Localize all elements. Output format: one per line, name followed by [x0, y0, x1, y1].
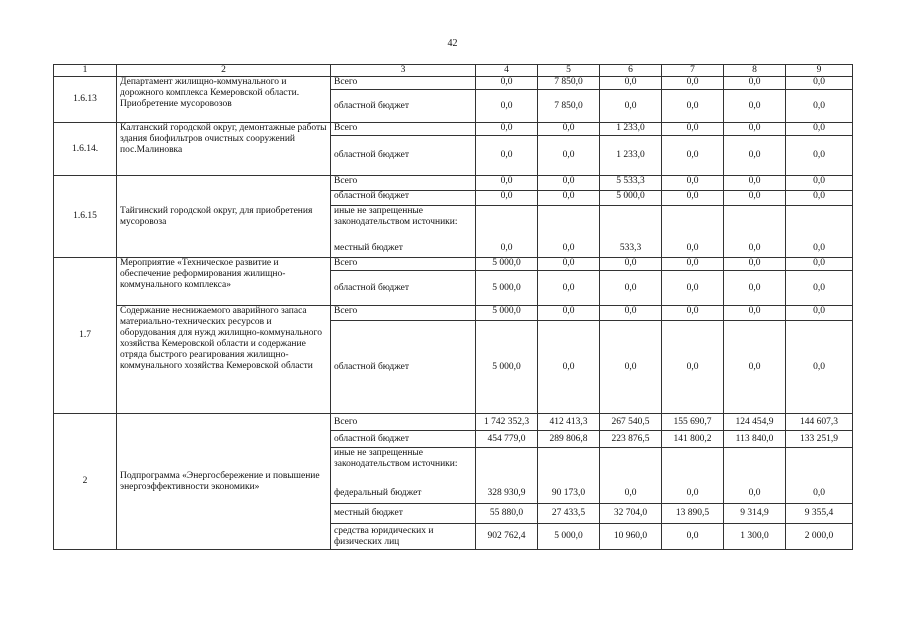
cell-value: 0,0 [662, 136, 724, 176]
cell-value: 133 251,9 [786, 431, 853, 448]
cell-value: 0,0 [786, 176, 853, 191]
cell-value: 0,0 [600, 90, 662, 123]
cell-value: 0,0 [724, 306, 786, 321]
cell-value: 9 355,4 [786, 504, 853, 524]
funding-source: иные не запрещенные законодательством источники: [331, 206, 476, 240]
cell-value [786, 448, 853, 484]
cell-value [538, 448, 600, 484]
funding-source: Всего [331, 176, 476, 191]
row-code: 2 [54, 414, 117, 550]
funding-source: местный бюджет [331, 240, 476, 258]
row-name: Департамент жилищно-коммунального и дорожного комплекса Кемеровской области. Приобретение мусоровозов [117, 77, 331, 123]
cell-value: 0,0 [786, 90, 853, 123]
funding-source: Всего [331, 414, 476, 431]
cell-value: 0,0 [662, 77, 724, 90]
cell-value: 1 233,0 [600, 136, 662, 176]
cell-value: 0,0 [538, 191, 600, 206]
cell-value: 0,0 [786, 77, 853, 90]
funding-source: иные не запрещенные законодательством источники: [331, 448, 476, 484]
cell-value: 27 433,5 [538, 504, 600, 524]
row-code: 1.6.15 [54, 176, 117, 258]
cell-value: 0,0 [476, 136, 538, 176]
cell-value: 328 930,9 [476, 484, 538, 504]
cell-value: 0,0 [724, 123, 786, 136]
cell-value: 5 000,0 [476, 258, 538, 271]
cell-value: 0,0 [476, 90, 538, 123]
cell-value: 13 890,5 [662, 504, 724, 524]
cell-value: 0,0 [538, 258, 600, 271]
cell-value: 5 000,0 [538, 524, 600, 550]
cell-value: 0,0 [786, 258, 853, 271]
cell-value: 0,0 [724, 271, 786, 306]
budget-table [53, 64, 853, 550]
column-header: 3 [331, 65, 476, 77]
cell-value: 2 000,0 [786, 524, 853, 550]
column-header: 5 [538, 65, 600, 77]
cell-value: 1 742 352,3 [476, 414, 538, 431]
cell-value [600, 448, 662, 484]
cell-value [600, 206, 662, 240]
cell-value: 0,0 [724, 191, 786, 206]
cell-value: 0,0 [786, 306, 853, 321]
cell-value: 289 806,8 [538, 431, 600, 448]
cell-value: 0,0 [724, 321, 786, 414]
cell-value: 0,0 [538, 306, 600, 321]
cell-value: 0,0 [662, 271, 724, 306]
column-header: 6 [600, 65, 662, 77]
column-header: 9 [786, 65, 853, 77]
funding-source: местный бюджет [331, 504, 476, 524]
cell-value: 0,0 [538, 240, 600, 258]
cell-value [476, 448, 538, 484]
cell-value: 0,0 [600, 321, 662, 414]
cell-value: 0,0 [600, 77, 662, 90]
cell-value: 1 233,0 [600, 123, 662, 136]
cell-value: 0,0 [724, 136, 786, 176]
cell-value: 5 000,0 [600, 191, 662, 206]
cell-value [476, 206, 538, 240]
cell-value: 0,0 [724, 258, 786, 271]
column-header: 4 [476, 65, 538, 77]
cell-value: 0,0 [786, 484, 853, 504]
page-number: 42 [447, 38, 458, 49]
cell-value: 0,0 [662, 90, 724, 123]
funding-source: областной бюджет [331, 136, 476, 176]
cell-value: 0,0 [786, 321, 853, 414]
row-code: 1.7 [54, 258, 117, 414]
funding-source: областной бюджет [331, 191, 476, 206]
funding-source: Всего [331, 306, 476, 321]
cell-value [724, 206, 786, 240]
cell-value: 1 300,0 [724, 524, 786, 550]
row-name: Тайгинский городской округ, для приобретения мусоровоза [117, 176, 331, 258]
table-row [54, 123, 853, 136]
cell-value: 0,0 [476, 191, 538, 206]
cell-value: 0,0 [724, 484, 786, 504]
column-header: 8 [724, 65, 786, 77]
cell-value: 533,3 [600, 240, 662, 258]
cell-value: 0,0 [724, 240, 786, 258]
row-name: Содержание неснижаемого аварийного запаса материально-технических ресурсов и оборудования для нужд жилищно-коммунального хозяйства Кемеровской области и содержание отряда быстрого реагирования жилищно-коммунального хозяйства Кемеровской области [117, 306, 331, 414]
cell-value: 144 607,3 [786, 414, 853, 431]
cell-value: 0,0 [786, 191, 853, 206]
table-row [54, 258, 853, 271]
cell-value: 223 876,5 [600, 431, 662, 448]
funding-source: областной бюджет [331, 431, 476, 448]
cell-value: 0,0 [662, 484, 724, 504]
cell-value: 113 840,0 [724, 431, 786, 448]
cell-value: 90 173,0 [538, 484, 600, 504]
row-name: Калтанский городской округ, демонтажные работы здания биофильтров очистных сооружений пос.Малиновка [117, 123, 331, 176]
cell-value: 0,0 [538, 176, 600, 191]
cell-value: 7 850,0 [538, 90, 600, 123]
cell-value: 141 800,2 [662, 431, 724, 448]
cell-value: 0,0 [538, 136, 600, 176]
cell-value [786, 206, 853, 240]
cell-value: 7 850,0 [538, 77, 600, 90]
cell-value: 32 704,0 [600, 504, 662, 524]
column-header: 2 [117, 65, 331, 77]
cell-value: 0,0 [600, 258, 662, 271]
cell-value: 55 880,0 [476, 504, 538, 524]
funding-source: средства юридических и физических лиц [331, 524, 476, 550]
cell-value: 0,0 [600, 484, 662, 504]
cell-value: 124 454,9 [724, 414, 786, 431]
cell-value [662, 206, 724, 240]
table-row [54, 77, 853, 90]
cell-value: 9 314,9 [724, 504, 786, 524]
cell-value: 0,0 [786, 123, 853, 136]
cell-value [538, 206, 600, 240]
cell-value: 0,0 [662, 123, 724, 136]
cell-value: 0,0 [476, 77, 538, 90]
cell-value: 0,0 [662, 306, 724, 321]
cell-value: 0,0 [786, 136, 853, 176]
cell-value [662, 448, 724, 484]
cell-value: 0,0 [476, 240, 538, 258]
cell-value: 0,0 [662, 321, 724, 414]
cell-value: 0,0 [662, 191, 724, 206]
cell-value: 902 762,4 [476, 524, 538, 550]
cell-value [724, 448, 786, 484]
cell-value: 0,0 [538, 271, 600, 306]
funding-source: областной бюджет [331, 321, 476, 414]
cell-value: 0,0 [600, 271, 662, 306]
funding-source: Всего [331, 77, 476, 90]
row-name: Мероприятие «Техническое развитие и обеспечение реформирования жилищно-коммунального комплекса» [117, 258, 331, 306]
funding-source: областной бюджет [331, 271, 476, 306]
funding-source: Всего [331, 123, 476, 136]
funding-source: областной бюджет [331, 90, 476, 123]
cell-value: 0,0 [476, 176, 538, 191]
cell-value: 0,0 [600, 306, 662, 321]
table-row [54, 414, 853, 431]
cell-value: 10 960,0 [600, 524, 662, 550]
header-row [54, 65, 853, 77]
row-name: Подпрограмма «Энергосбережение и повышение энергоэффективности экономики» [117, 414, 331, 550]
cell-value: 454 779,0 [476, 431, 538, 448]
cell-value: 412 413,3 [538, 414, 600, 431]
cell-value: 0,0 [662, 176, 724, 191]
cell-value: 5 000,0 [476, 306, 538, 321]
cell-value: 155 690,7 [662, 414, 724, 431]
cell-value: 0,0 [662, 524, 724, 550]
cell-value: 0,0 [476, 123, 538, 136]
cell-value: 0,0 [786, 271, 853, 306]
cell-value: 0,0 [662, 240, 724, 258]
cell-value: 0,0 [538, 123, 600, 136]
cell-value: 0,0 [662, 258, 724, 271]
column-header: 7 [662, 65, 724, 77]
column-header: 1 [54, 65, 117, 77]
cell-value: 267 540,5 [600, 414, 662, 431]
row-code: 1.6.14. [54, 123, 117, 176]
cell-value: 0,0 [724, 176, 786, 191]
funding-source: федеральный бюджет [331, 484, 476, 504]
cell-value: 5 000,0 [476, 321, 538, 414]
cell-value: 0,0 [724, 77, 786, 90]
cell-value: 0,0 [538, 321, 600, 414]
table-row [54, 306, 853, 321]
funding-source: Всего [331, 258, 476, 271]
row-code: 1.6.13 [54, 77, 117, 123]
cell-value: 5 000,0 [476, 271, 538, 306]
cell-value: 0,0 [724, 90, 786, 123]
cell-value: 5 533,3 [600, 176, 662, 191]
cell-value: 0,0 [786, 240, 853, 258]
table-row [54, 176, 853, 191]
